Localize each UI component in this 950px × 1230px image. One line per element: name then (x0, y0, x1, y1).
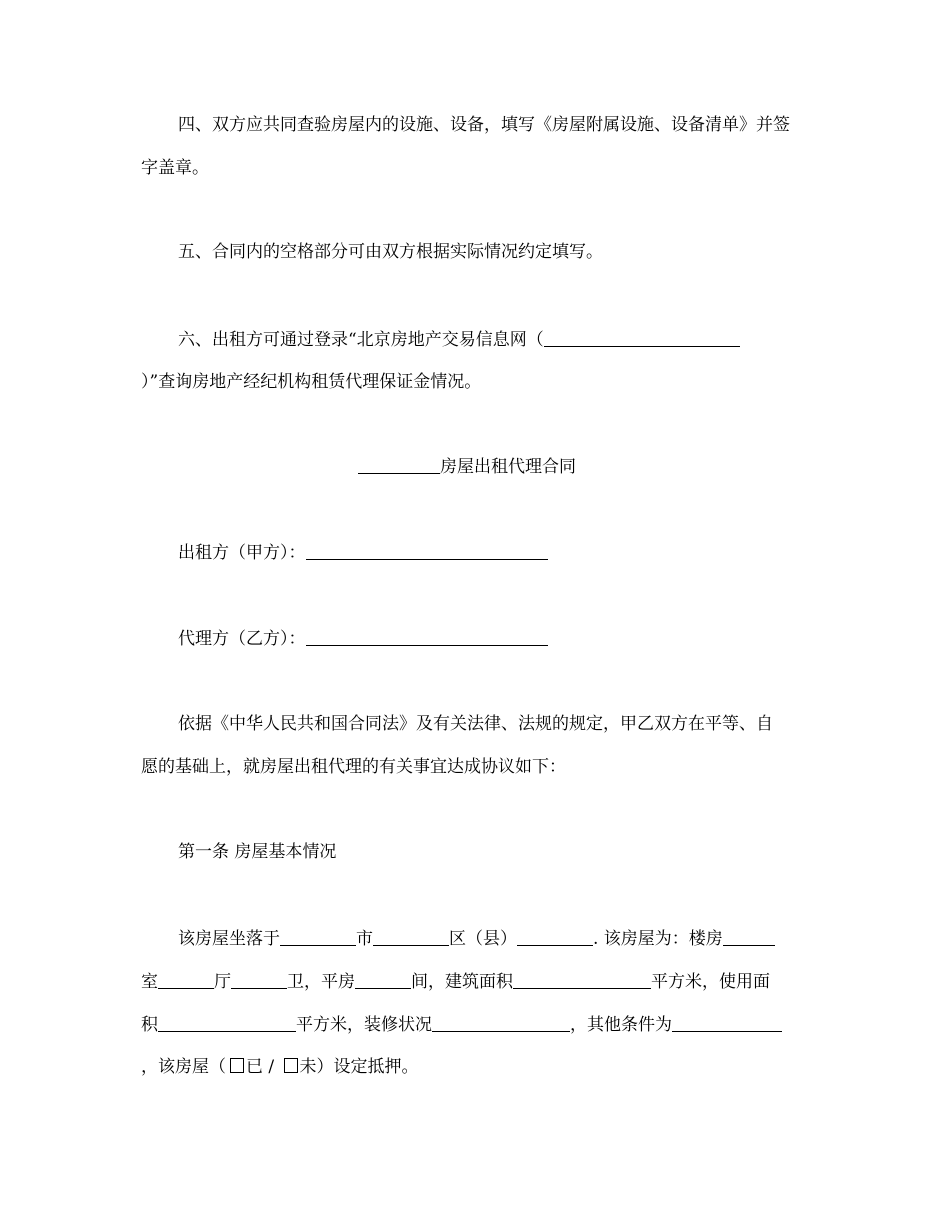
mortgaged-checkbox[interactable] (230, 1058, 244, 1073)
other-conditions-blank[interactable] (672, 1014, 782, 1032)
article-1-heading: 第一条 房屋基本情况 (178, 842, 337, 862)
party-b-blank[interactable] (306, 628, 548, 646)
hall-label: 厅 (214, 972, 231, 992)
clause-6-line-2: ）”查询房地产经纪机构租赁代理保证金情况。 (141, 372, 482, 392)
bungalow-label: 卫，平房 (287, 972, 355, 992)
address-blank[interactable] (517, 928, 593, 946)
clause-4-line-2: 字盖章。 (141, 158, 209, 178)
party-a-line (178, 542, 548, 564)
mortgage-label: ，该房屋（ (141, 1057, 226, 1077)
title-prefix-blank[interactable] (358, 456, 440, 474)
district-label: 区（县） (449, 929, 517, 949)
other-conditions-label: ，其他条件为 (570, 1015, 672, 1035)
usable-area-label-cont: 积 (141, 1015, 158, 1035)
district-blank[interactable] (373, 928, 449, 946)
party-b-label: 代理方（乙方）： (178, 629, 306, 649)
room-label: 室 (141, 972, 158, 992)
city-label: 市 (356, 929, 373, 949)
house-line-1 (178, 928, 775, 950)
decoration-label: 平方米，装修状况 (296, 1015, 432, 1035)
usable-area-label: 平方米，使用面 (651, 972, 770, 992)
building-blank[interactable] (723, 928, 775, 946)
not-mortgaged-checkbox[interactable] (284, 1058, 298, 1073)
clause-5-line-1: 五、合同内的空格部分可由双方根据实际情况约定填写。 (178, 242, 603, 262)
mortgaged-option: 已 / (246, 1057, 280, 1077)
title-text: 房屋出租代理合同 (440, 457, 576, 477)
not-mortgaged-option: 未）设定抵押。 (299, 1057, 419, 1077)
intro-line-2: 愿的基础上，就房屋出租代理的有关事宜达成协议如下： (141, 757, 566, 777)
floor-area-blank[interactable] (513, 971, 651, 989)
party-a-label: 出租方（甲方）： (178, 543, 306, 563)
house-located-label: 该房屋坐落于 (178, 929, 280, 949)
house-line-4 (141, 1057, 419, 1079)
clause-6-text: 六、出租方可通过登录“北京房地产交易信息网（ (178, 330, 544, 350)
clause-6-line-1 (178, 329, 740, 351)
clause-4-line-1: 四、双方应共同查验房屋内的设施、设备，填写《房屋附属设施、设备清单》并签 (178, 115, 790, 135)
bath-blank[interactable] (231, 971, 287, 989)
party-b-line (178, 628, 548, 650)
floor-area-label: 间，建筑面积 (411, 972, 513, 992)
building-type-label: . 该房屋为：楼房 (593, 929, 723, 949)
house-line-2 (141, 971, 770, 993)
party-a-blank[interactable] (306, 542, 548, 560)
intro-line-1: 依据《中华人民共和国合同法》及有关法律、法规的规定，甲乙双方在平等、自 (178, 714, 773, 734)
decoration-blank[interactable] (432, 1014, 570, 1032)
website-blank[interactable] (544, 329, 740, 347)
usable-area-blank[interactable] (158, 1014, 296, 1032)
bungalow-rooms-blank[interactable] (355, 971, 411, 989)
hall-blank[interactable] (158, 971, 214, 989)
city-blank[interactable] (280, 928, 356, 946)
contract-title (358, 456, 576, 478)
house-line-3 (141, 1014, 782, 1036)
